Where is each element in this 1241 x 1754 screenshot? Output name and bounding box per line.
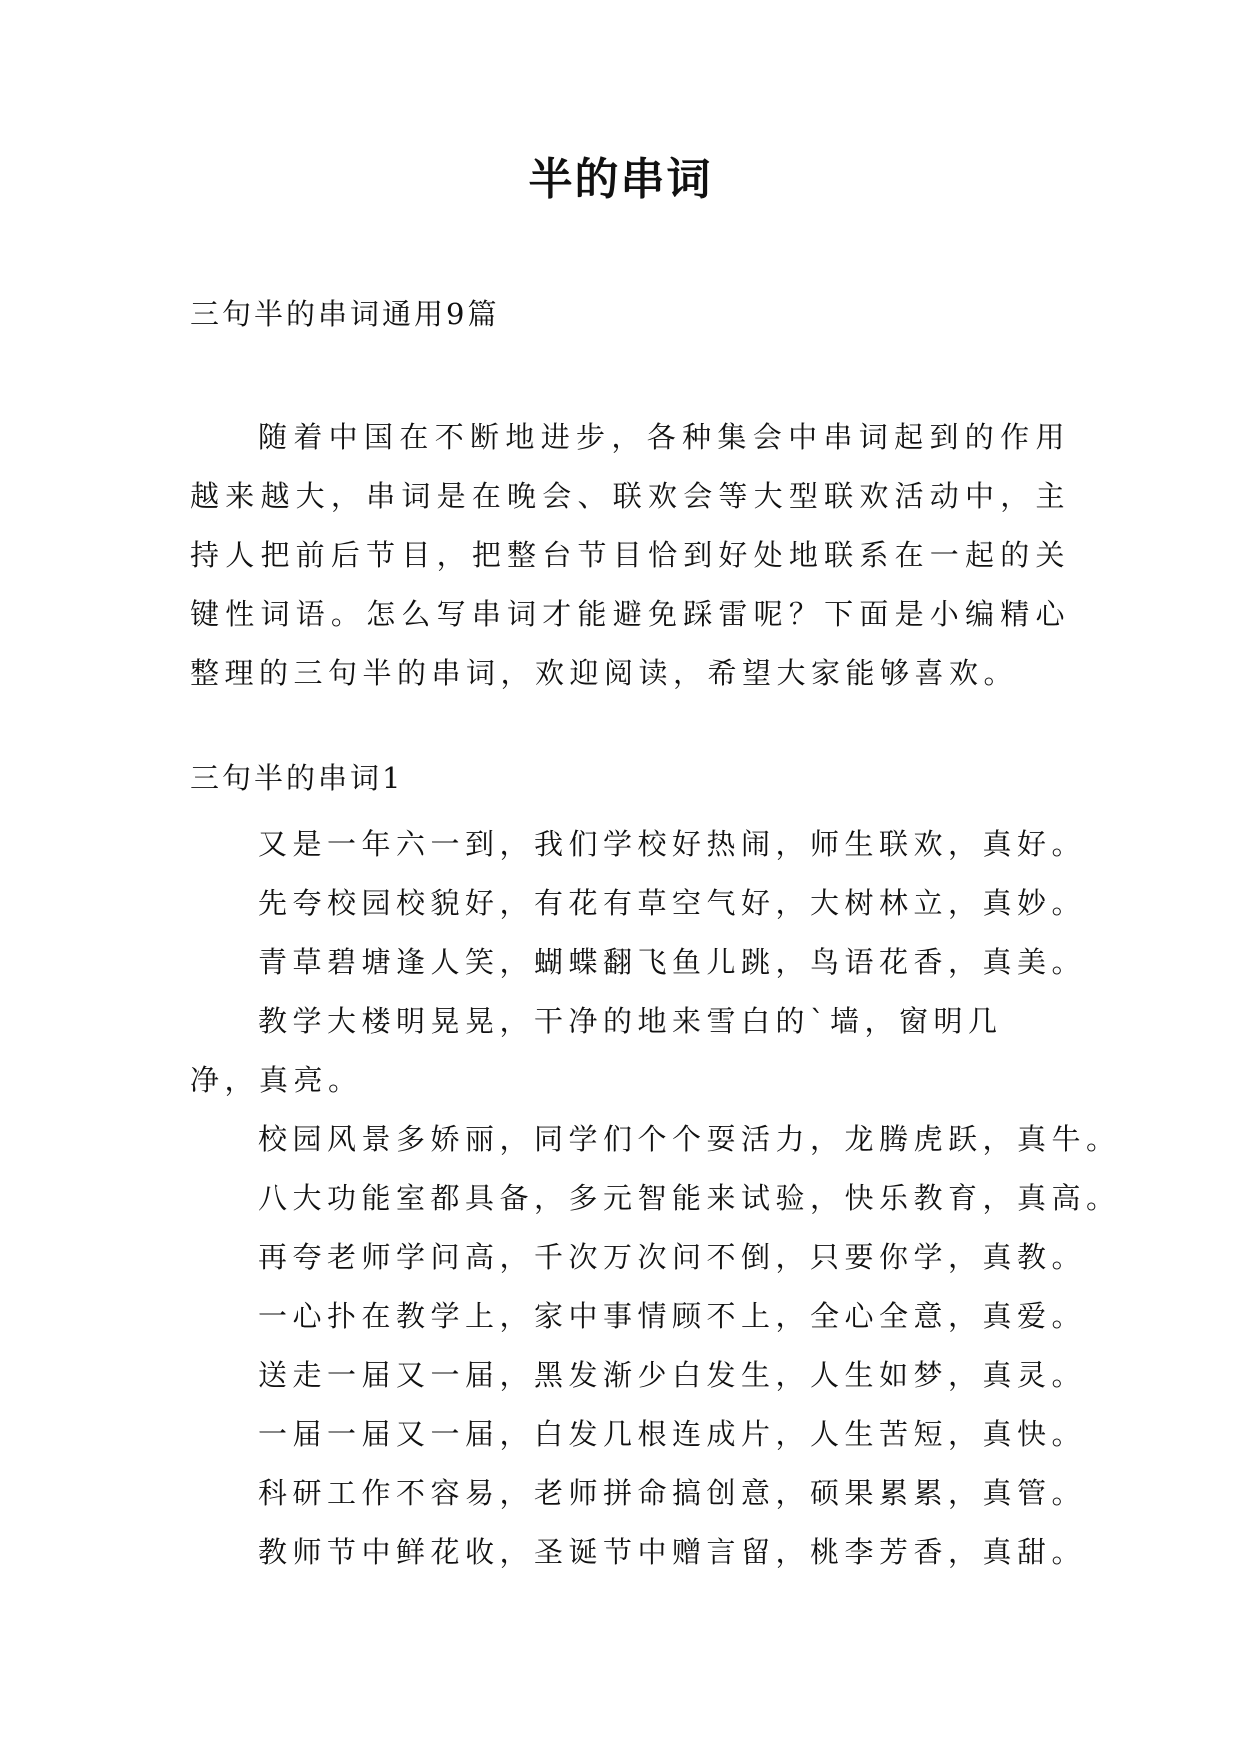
verse-line: 又是一年六一到，我们学校好热闹，师生联欢，真好。 [258,827,1087,861]
verse-line: 教师节中鲜花收，圣诞节中赠言留，桃李芳香，真甜。 [258,1535,1087,1569]
verse-line: 教学大楼明晃晃，干净的地来雪白的`墙，窗明几净，真亮。 [190,1004,1003,1097]
intro-paragraph: 随着中国在不断地进步，各种集会中串词起到的作用越来越大，串词是在晚会、联欢会等大型联欢活动中，主持人把前后节目，把整台节目恰到好处地联系在一起的关键性词语。怎么写串词才能避免踩雷呢？下面是小编精心整理的三句半的串词，欢迎阅读，希望大家能够喜欢。 [190,420,1070,690]
verse-line: 一心扑在教学上，家中事情顾不上，全心全意，真爱。 [258,1299,1087,1333]
verse-line: 一届一届又一届，白发几根连成片，人生苦短，真快。 [258,1417,1087,1451]
verse-line: 校园风景多娇丽，同学们个个耍活力，龙腾虎跃，真牛。 [258,1122,1121,1156]
document-subtitle: 三句半的串词通用9篇 [190,297,500,331]
verse-line: 再夸老师学问高，千次万次问不倒，只要你学，真教。 [258,1240,1087,1274]
verse-line: 先夸校园校貌好，有花有草空气好，大树林立，真妙。 [258,886,1087,920]
verse-list [190,815,1121,1582]
document-title: 半的串词 [528,154,713,205]
verse-line: 八大功能室都具备，多元智能来试验，快乐教育，真高。 [258,1181,1121,1215]
section-heading: 三句半的串词1 [190,761,404,795]
verse-line: 青草碧塘逢人笑，蝴蝶翻飞鱼儿跳，鸟语花香，真美。 [258,945,1087,979]
verse-line: 科研工作不容易，老师拼命搞创意，硕果累累，真管。 [258,1476,1087,1510]
verse-line: 送走一届又一届，黑发渐少白发生，人生如梦，真灵。 [258,1358,1087,1392]
